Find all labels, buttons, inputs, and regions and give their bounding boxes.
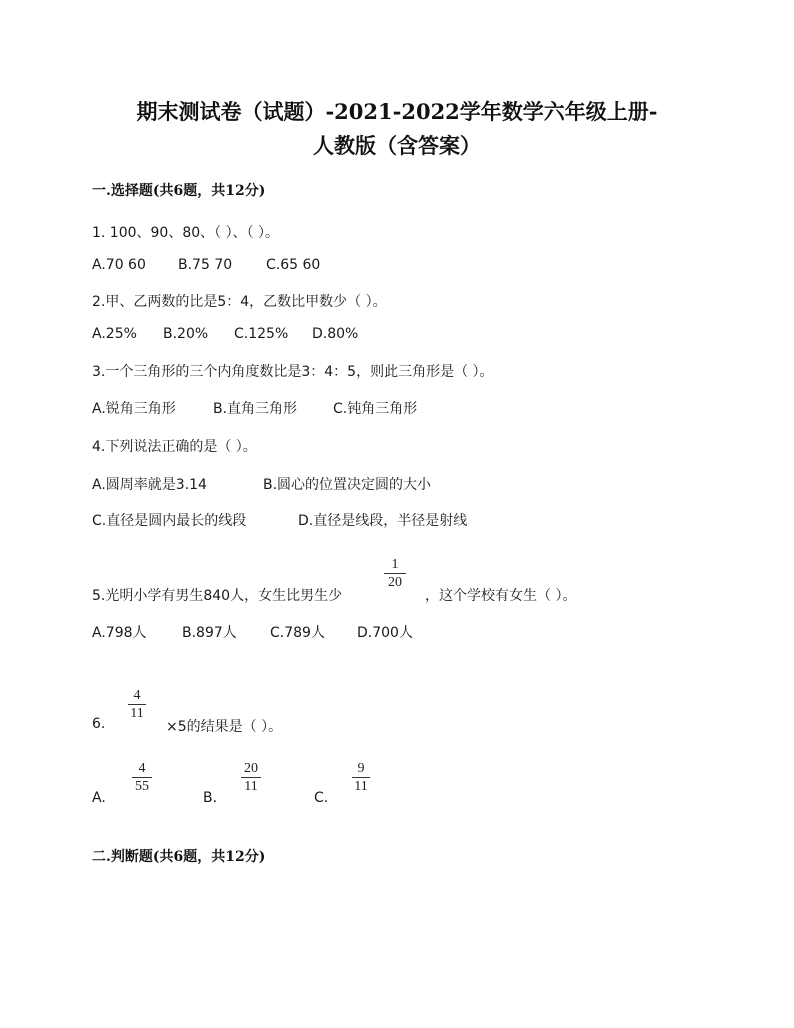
q6-option-b-numerator: 20: [244, 761, 258, 776]
question-4: 4.下列说法正确的是（ ）。: [92, 439, 257, 455]
q2-option-a: A.25%: [92, 326, 137, 342]
q6-option-a-numerator: 4: [138, 761, 146, 776]
question-2: 2.甲、乙两数的比是5：4，乙数比甲数少（ ）。: [92, 294, 387, 310]
q2-option-b: B.20%: [163, 326, 209, 342]
q6-fraction-denominator: 11: [130, 706, 144, 721]
q4-option-d: D.直径是线段，半径是射线: [298, 513, 468, 529]
q6-option-b-denominator: 11: [244, 779, 258, 794]
q6-option-c-numerator: 9: [357, 761, 365, 776]
fraction-bar: [352, 777, 370, 778]
fraction-bar: [128, 704, 146, 705]
fraction-bar: [384, 573, 406, 574]
q1-option-c: C.65 60: [266, 257, 321, 273]
q6-option-b-label: B.: [203, 790, 218, 806]
q3-option-b: B.直角三角形: [213, 401, 298, 417]
q1-option-a: A.70 60: [92, 257, 146, 273]
q4-option-b: B.圆心的位置决定圆的大小: [263, 477, 432, 493]
q5-fraction-numerator: 1: [391, 557, 399, 572]
question-6-text-after: ×5的结果是（ ）。: [166, 719, 283, 735]
q6-option-a-fraction: [132, 761, 152, 794]
q6-fraction-numerator: 4: [133, 688, 141, 703]
section-heading-true-false: 二.判断题(共6题，共12分): [92, 849, 266, 865]
q6-option-c-fraction: [352, 761, 370, 794]
q6-option-c-label: C.: [314, 790, 329, 806]
q6-option-a-label: A.: [92, 790, 106, 806]
fraction-bar: [132, 777, 152, 778]
q2-option-d: D.80%: [312, 326, 359, 342]
q4-option-c: C.直径是圆内最长的线段: [92, 513, 247, 529]
document-title-line2: 人教版（含答案）: [313, 133, 481, 158]
question-5-text-after: ，这个学校有女生（ ）。: [425, 588, 577, 604]
q6-fraction: [128, 688, 146, 721]
q5-option-d: D.700人: [357, 625, 413, 641]
q6-option-a-denominator: 55: [135, 779, 149, 794]
q5-option-b: B.897人: [182, 625, 237, 641]
q1-option-b: B.75 70: [178, 257, 233, 273]
section-heading-multiple-choice: 一.选择题(共6题，共12分): [92, 183, 266, 199]
document-title-line1: 期末测试卷（试题）-2021-2022学年数学六年级上册-: [136, 99, 658, 124]
q4-option-a: A.圆周率就是3.14: [92, 477, 207, 493]
q3-option-c: C.钝角三角形: [333, 401, 418, 417]
question-6-label: 6.: [92, 716, 106, 732]
fraction-bar: [241, 777, 261, 778]
question-5-text: 5.光明小学有男生840人，女生比男生少: [92, 588, 343, 604]
question-3: 3.一个三角形的三个内角度数比是3：4：5，则此三角形是（ ）。: [92, 364, 494, 380]
q5-option-a: A.798人: [92, 625, 147, 641]
q5-option-c: C.789人: [270, 625, 325, 641]
q6-option-c-denominator: 11: [354, 779, 368, 794]
q5-fraction-denominator: 20: [388, 575, 402, 590]
question-1: 1. 100、90、80、（ ）、（ ）。: [92, 225, 280, 241]
q6-option-b-fraction: [241, 761, 261, 794]
q2-option-c: C.125%: [234, 326, 289, 342]
q3-option-a: A.锐角三角形: [92, 401, 176, 417]
q5-fraction: [384, 557, 406, 590]
